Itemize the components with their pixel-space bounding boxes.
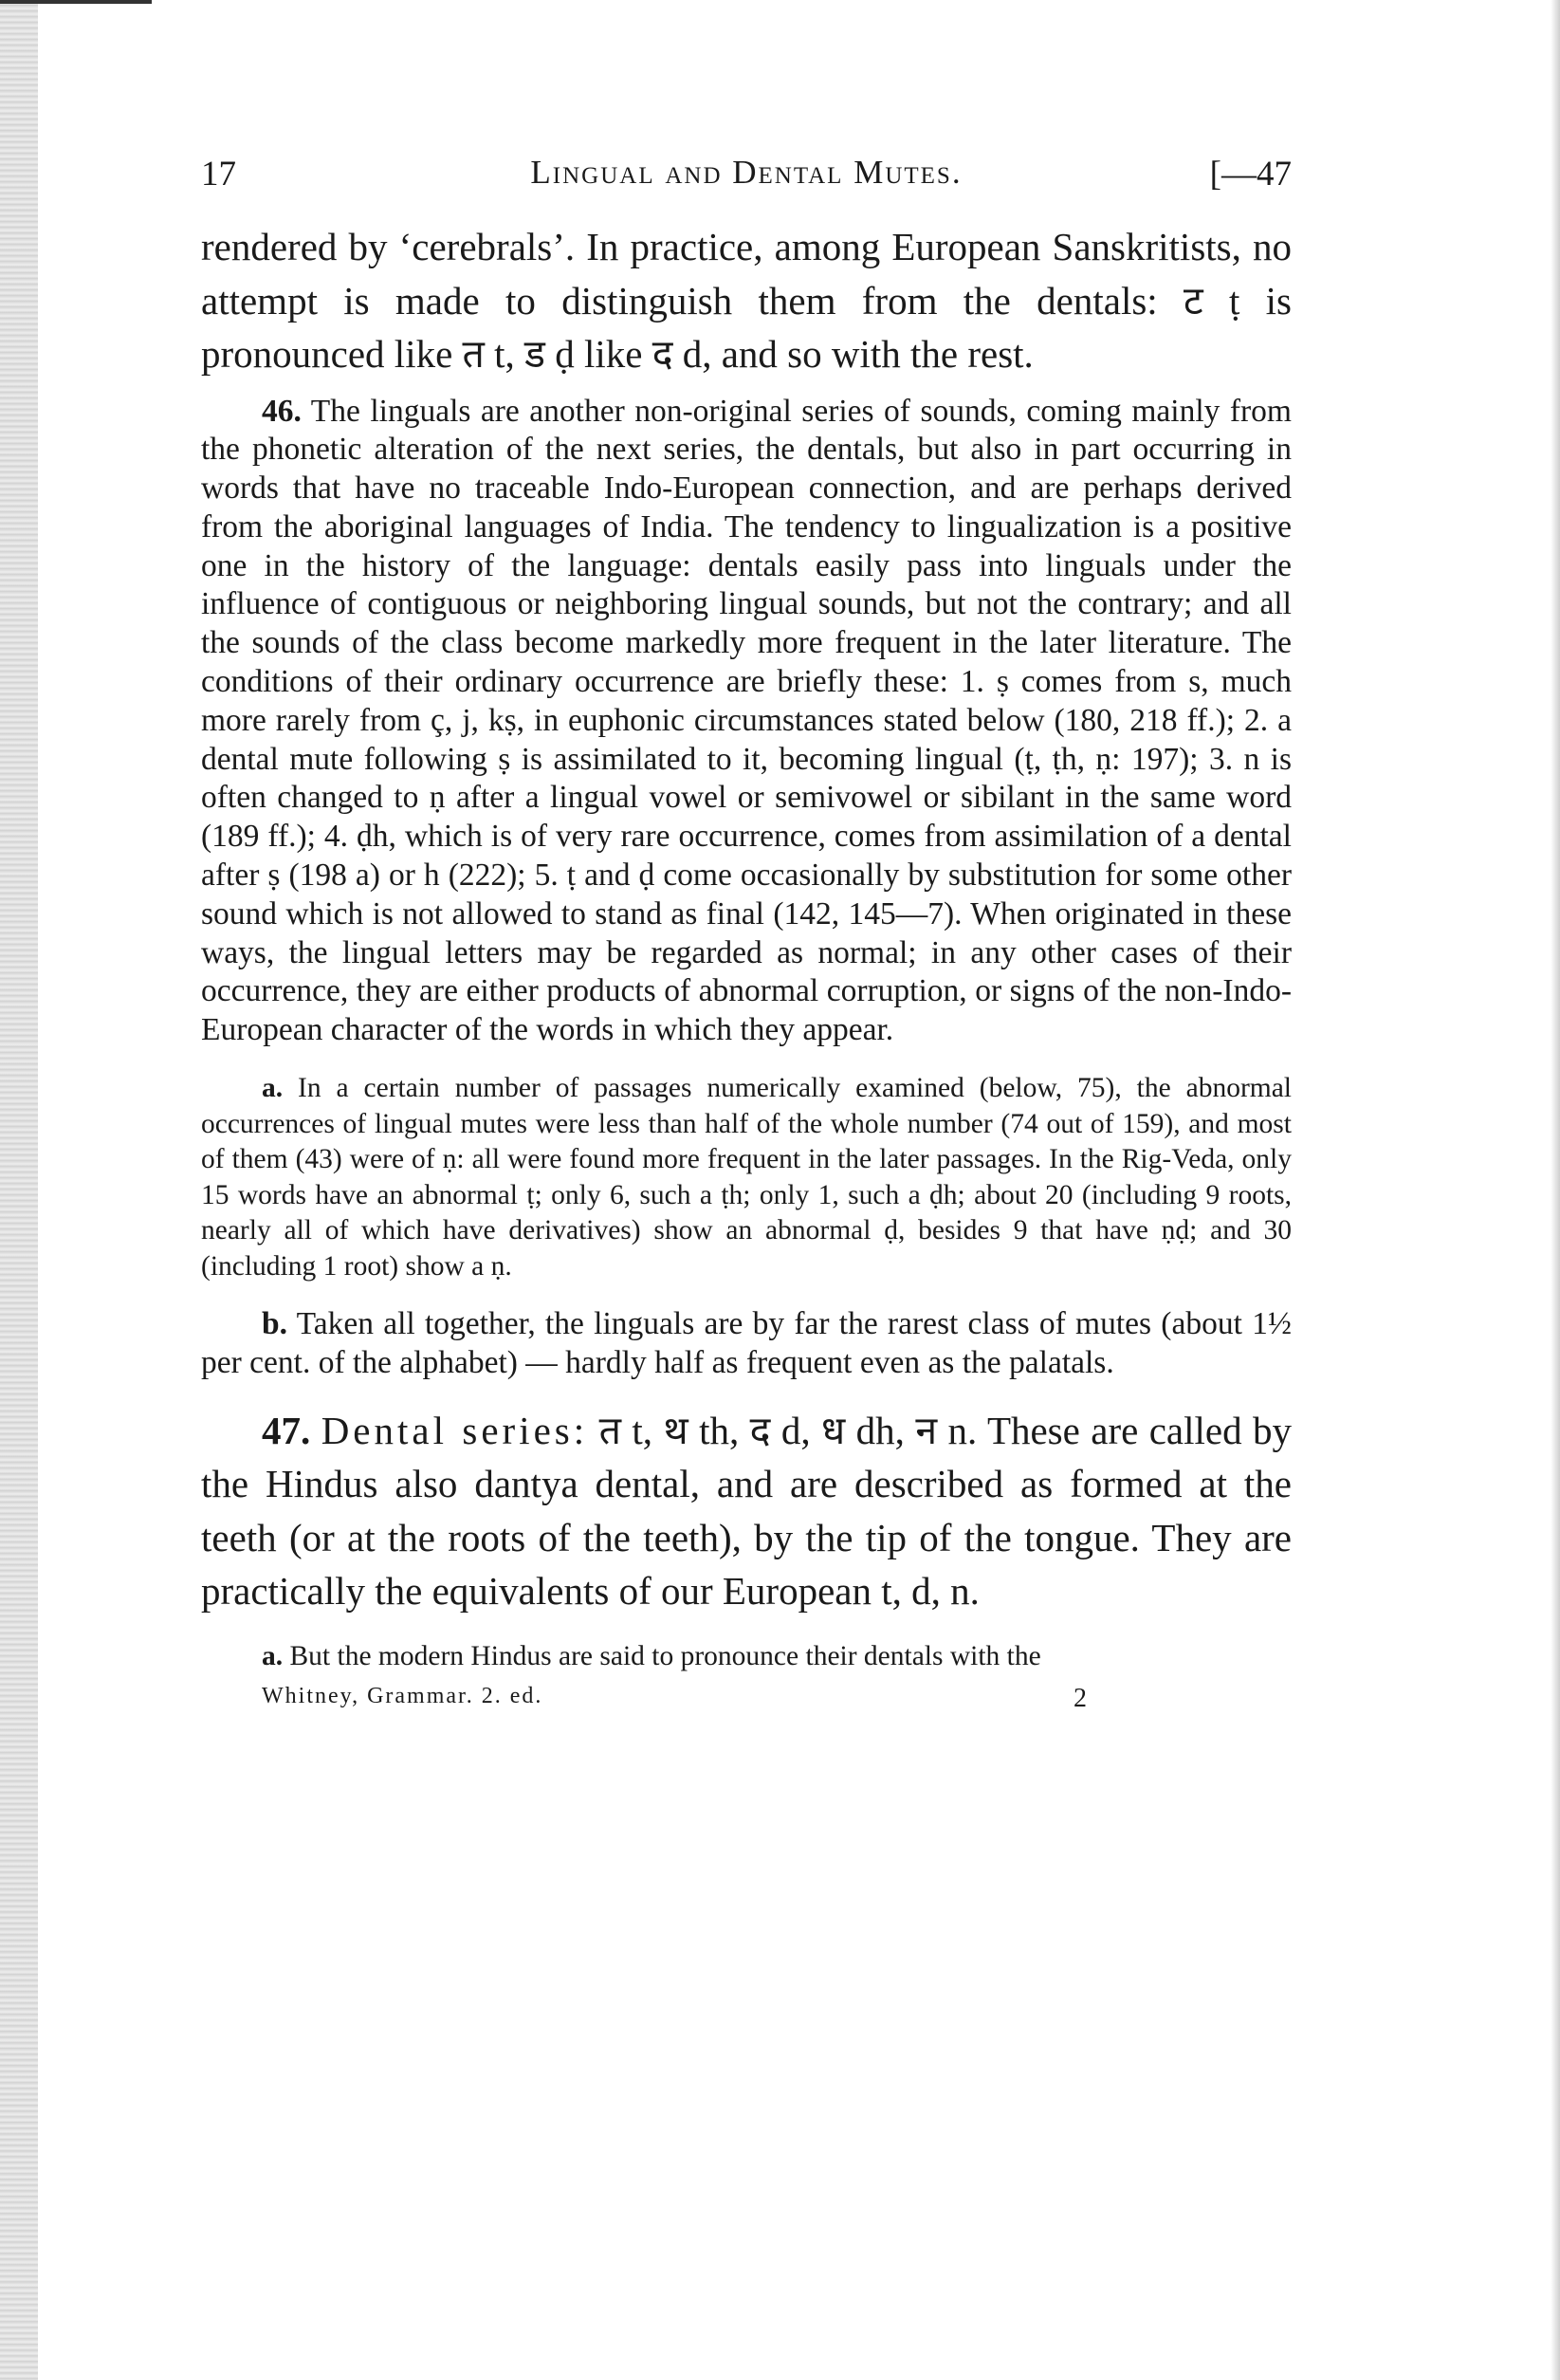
- section-46b: [201, 1305, 1292, 1383]
- footer-source: Whitney, Grammar. 2. ed.: [262, 1684, 543, 1709]
- page-footer: [201, 1684, 1292, 1722]
- section-reference: [—47: [1209, 155, 1292, 194]
- page-number: 17: [201, 155, 236, 194]
- section-46a: [201, 1071, 1292, 1284]
- section-47: [201, 1404, 1292, 1618]
- section-46: [201, 393, 1292, 1051]
- section-47-number: 47.: [262, 1408, 311, 1452]
- binding-gutter: [0, 0, 38, 2380]
- section-47-heading: Dental series:: [321, 1408, 589, 1452]
- running-header: [201, 142, 1292, 209]
- section-46a-text: In a certain number of passages numerically examined (below, 75), the abnormal occurrences of lingual mutes were less than half of the whole number (74 out of 159), and most of them (43) were of ṇ: all were found more frequent in the later passages. In the Rig-Veda, only 15 words have an abnormal ṭ; only 6, such a ṭh; only 1, such a ḍh; about 20 (including 9 roots, nearly all of which have derivatives) show an abnormal ḍ, besides 9 that have ṇḍ; and 30 (including 1 root) show a ṇ.: [201, 1073, 1293, 1282]
- book-page: [201, 142, 1292, 1722]
- section-46-text: The linguals are another non-original series of sounds, coming mainly from the phonetic alteration of the next series, the dentals, but also in part occurring in words that have no traceable Indo-European connection, and are perhaps derived from the aboriginal languages of India. The tendency to lingualization is a positive one in the history of the language: dentals easily pass into linguals under the influence of contiguous or neighboring lingual sounds, but not the contrary; and all the sounds of the class become markedly more frequent in the later literature. The conditions of their ordinary occurrence are briefly these: 1. ṣ comes from s, much more rarely from ç, j, kṣ, in euphonic circumstances stated below (180, 218 ff.); 2. a dental mute following ṣ is assimilated to it, becoming lingual (ṭ, ṭh, ṇ: 197); 3. n is often changed to ṇ after a lingual vowel or semivowel or sibilant in the same word (189 ff.); 4. ḍh, which is of very rare occurrence, comes from assimilation of a dental after ṣ (198 a) or h (222); 5. ṭ and ḍ come occasionally by substitution for some other sound which is not allowed to stand as final (142, 145—7). When originated in these ways, the lingual letters may be regarded as normal; in any other cases of their occurrence, they are either products of abnormal corruption, or signs of the non-Indo-European character of the words in which they appear.: [201, 393, 1292, 1048]
- scan-mark: [0, 0, 152, 4]
- section-47a: [201, 1639, 1292, 1675]
- section-47a-text: But the modern Hindus are said to pronounce their dentals with the: [289, 1640, 1041, 1671]
- paragraph-intro: rendered by ‘cerebrals’. In practice, among European Sanskritists, no attempt is made to distinguish them from the dentals: ट ṭ is pronounced like त t, ड ḍ like द d, and so with the rest.: [201, 225, 1292, 376]
- section-47-text: त t, थ th, द d, ध dh, न n. These are called by the Hindus also dantya dental, and are described as formed at the teeth (or at the roots of the teeth), by the tip of the tongue. They are practically the equivalents of our European t, d, n.: [201, 1408, 1293, 1614]
- running-title: Lingual and Dental Mutes.: [530, 154, 963, 191]
- section-46b-text: Taken all together, the linguals are by far the rarest class of mutes (about 1½ per cent. of the alphabet) — hardly half as frequent even as the palatals.: [201, 1306, 1292, 1380]
- signature-mark: 2: [1074, 1684, 1087, 1714]
- section-46a-label: a.: [262, 1073, 284, 1104]
- section-46b-label: b.: [262, 1306, 288, 1342]
- section-47a-label: a.: [262, 1640, 284, 1671]
- section-46-number: 46.: [262, 393, 302, 429]
- page-edge: [1551, 0, 1560, 2380]
